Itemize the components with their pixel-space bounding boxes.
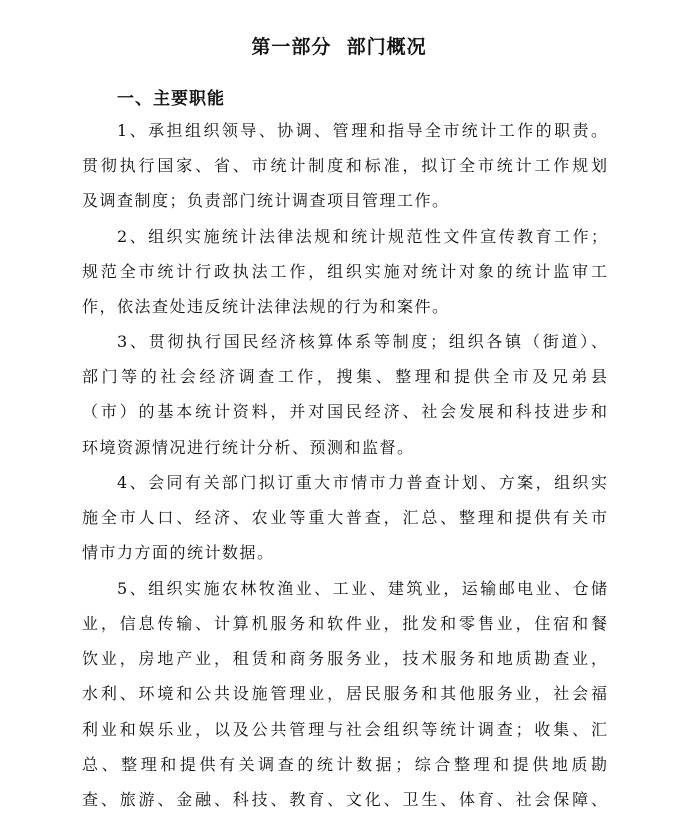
paragraph-2-line-3: 作，依法查处违反统计法律法规的行为和案件。	[82, 297, 450, 316]
paragraph-5-line-4: 水利、环境和公共设施管理业，居民服务和其他服务业，社会福	[82, 684, 607, 703]
paragraph-4-line-2: 施全市人口、经济、农业等重大普查，汇总、整理和提供有关市	[82, 508, 607, 527]
paragraph-3-line-1: 3、贯彻执行国民经济核算体系等制度；组织各镇（街道）、	[117, 332, 607, 351]
paragraph-3-line-4: 环境资源情况进行统计分析、预测和监督。	[82, 438, 415, 457]
paragraph-4-line-3: 情市力方面的统计数据。	[82, 543, 275, 562]
paragraph-2-line-1: 2、组织实施统计法律法规和统计规范性文件宣传教育工作；	[117, 227, 607, 246]
paragraph-5-line-3: 饮业，房地产业，租赁和商务服务业，技术服务和地质勘查业，	[82, 649, 607, 668]
paragraph-4-line-1: 4、会同有关部门拟订重大市情市力普查计划、方案，组织实	[117, 473, 607, 492]
paragraph-5-line-2: 业，信息传输、计算机服务和软件业，批发和零售业，住宿和餐	[82, 614, 607, 633]
document-title: 第一部分 部门概况	[251, 36, 427, 58]
paragraph-3-line-3: （市）的基本统计资料，并对国民经济、社会发展和科技进步和	[82, 402, 607, 421]
paragraph-3-line-2: 部门等的社会经济调查工作，搜集、整理和提供全市及兄弟县	[82, 367, 607, 386]
paragraph-2-line-2: 规范全市统计行政执法工作，组织实施对统计对象的统计监审工	[82, 262, 607, 281]
paragraph-5-line-7: 查、旅游、金融、科技、教育、文化、卫生、体育、社会保障、	[82, 790, 607, 809]
paragraph-5-line-1: 5、组织实施农林牧渔业、工业、建筑业，运输邮电业、仓储	[117, 579, 607, 598]
paragraph-1-line-2: 贯彻执行国家、省、市统计制度和标准，拟订全市统计工作规划	[82, 156, 607, 175]
section-heading: 一、主要职能	[117, 89, 225, 109]
paragraph-1-line-1: 1、承担组织领导、协调、管理和指导全市统计工作的职责。	[117, 121, 607, 140]
paragraph-1-line-3: 及调查制度；负责部门统计调查项目管理工作。	[82, 191, 450, 210]
paragraph-5-line-5: 利业和娱乐业，以及公共管理与社会组织等统计调查；收集、汇	[82, 720, 607, 739]
paragraph-5-line-6: 总、整理和提供有关调查的统计数据；综合整理和提供地质勘	[82, 755, 607, 774]
